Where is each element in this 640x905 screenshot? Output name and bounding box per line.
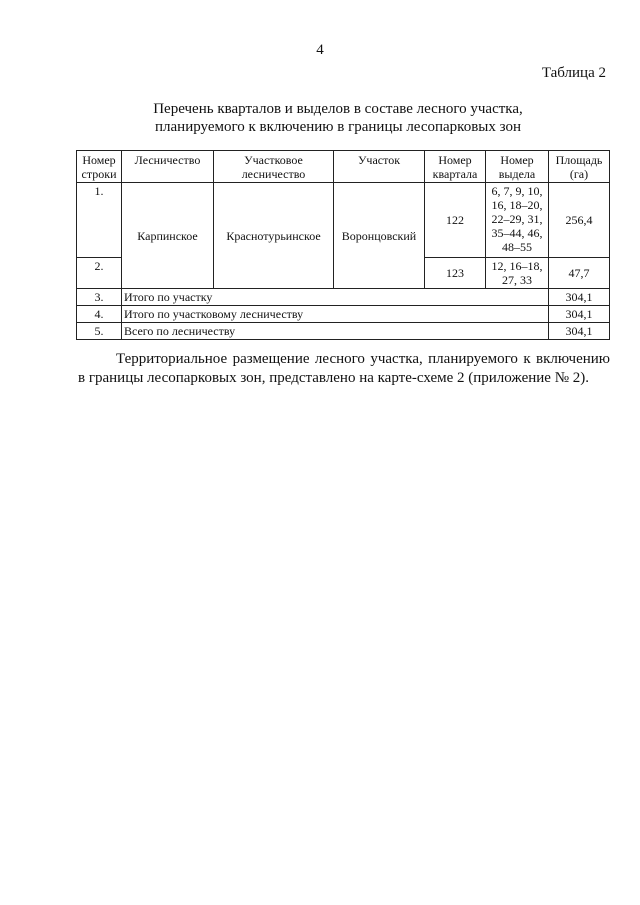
- table-title: [60, 100, 616, 136]
- header-site: Участок: [334, 151, 425, 183]
- allotment-cell: 12, 16–18, 27, 33: [486, 258, 549, 289]
- row-number: 2.: [77, 258, 122, 289]
- page-number: 4: [316, 42, 324, 58]
- allotments-table: [76, 150, 610, 340]
- total-area: 304,1: [549, 323, 610, 340]
- header-row-number: Номер строки: [77, 151, 122, 183]
- allotment-cell: 6, 7, 9, 10, 16, 18–20, 22–29, 31, 35–44, 46, 48–55: [486, 183, 549, 258]
- total-area: 304,1: [549, 306, 610, 323]
- total-row: [77, 289, 610, 306]
- table-title-line-2: планируемого к включению в границы лесопарковых зон: [155, 119, 521, 135]
- row-number: 5.: [77, 323, 122, 340]
- quarter-cell: 122: [425, 183, 486, 258]
- quarter-cell: 123: [425, 258, 486, 289]
- total-area: 304,1: [549, 289, 610, 306]
- header-district-forestry: Участковое лесничество: [214, 151, 334, 183]
- header-area: Площадь (га): [549, 151, 610, 183]
- total-row: [77, 323, 610, 340]
- header-allotment-number: Номер выдела: [486, 151, 549, 183]
- site-cell: Воронцовский: [334, 183, 425, 289]
- area-cell: 256,4: [549, 183, 610, 258]
- total-label: Итого по участковому лесничеству: [122, 306, 549, 323]
- row-number: 3.: [77, 289, 122, 306]
- header-quarter-number: Номер квартала: [425, 151, 486, 183]
- total-row: [77, 306, 610, 323]
- district-forestry-cell: Краснотурьинское: [214, 183, 334, 289]
- table-header-row: [77, 151, 610, 183]
- total-label: Итого по участку: [122, 289, 549, 306]
- table-row: [77, 183, 610, 258]
- body-paragraph: [78, 350, 610, 388]
- paragraph-line-1: Территориальное размещение лесного участка, планируемого к включению: [116, 351, 610, 367]
- header-forestry: Лесничество: [122, 151, 214, 183]
- paragraph-line-2: в границы лесопарковых зон, представлено на карте-схеме 2 (приложение № 2).: [78, 370, 590, 386]
- table-label: Таблица 2: [541, 65, 606, 81]
- total-label: Всего по лесничеству: [122, 323, 549, 340]
- forestry-cell: Карпинское: [122, 183, 214, 289]
- area-cell: 47,7: [549, 258, 610, 289]
- table-title-line-1: Перечень кварталов и выделов в составе лесного участка,: [153, 101, 523, 117]
- row-number: 1.: [77, 183, 122, 258]
- row-number: 4.: [77, 306, 122, 323]
